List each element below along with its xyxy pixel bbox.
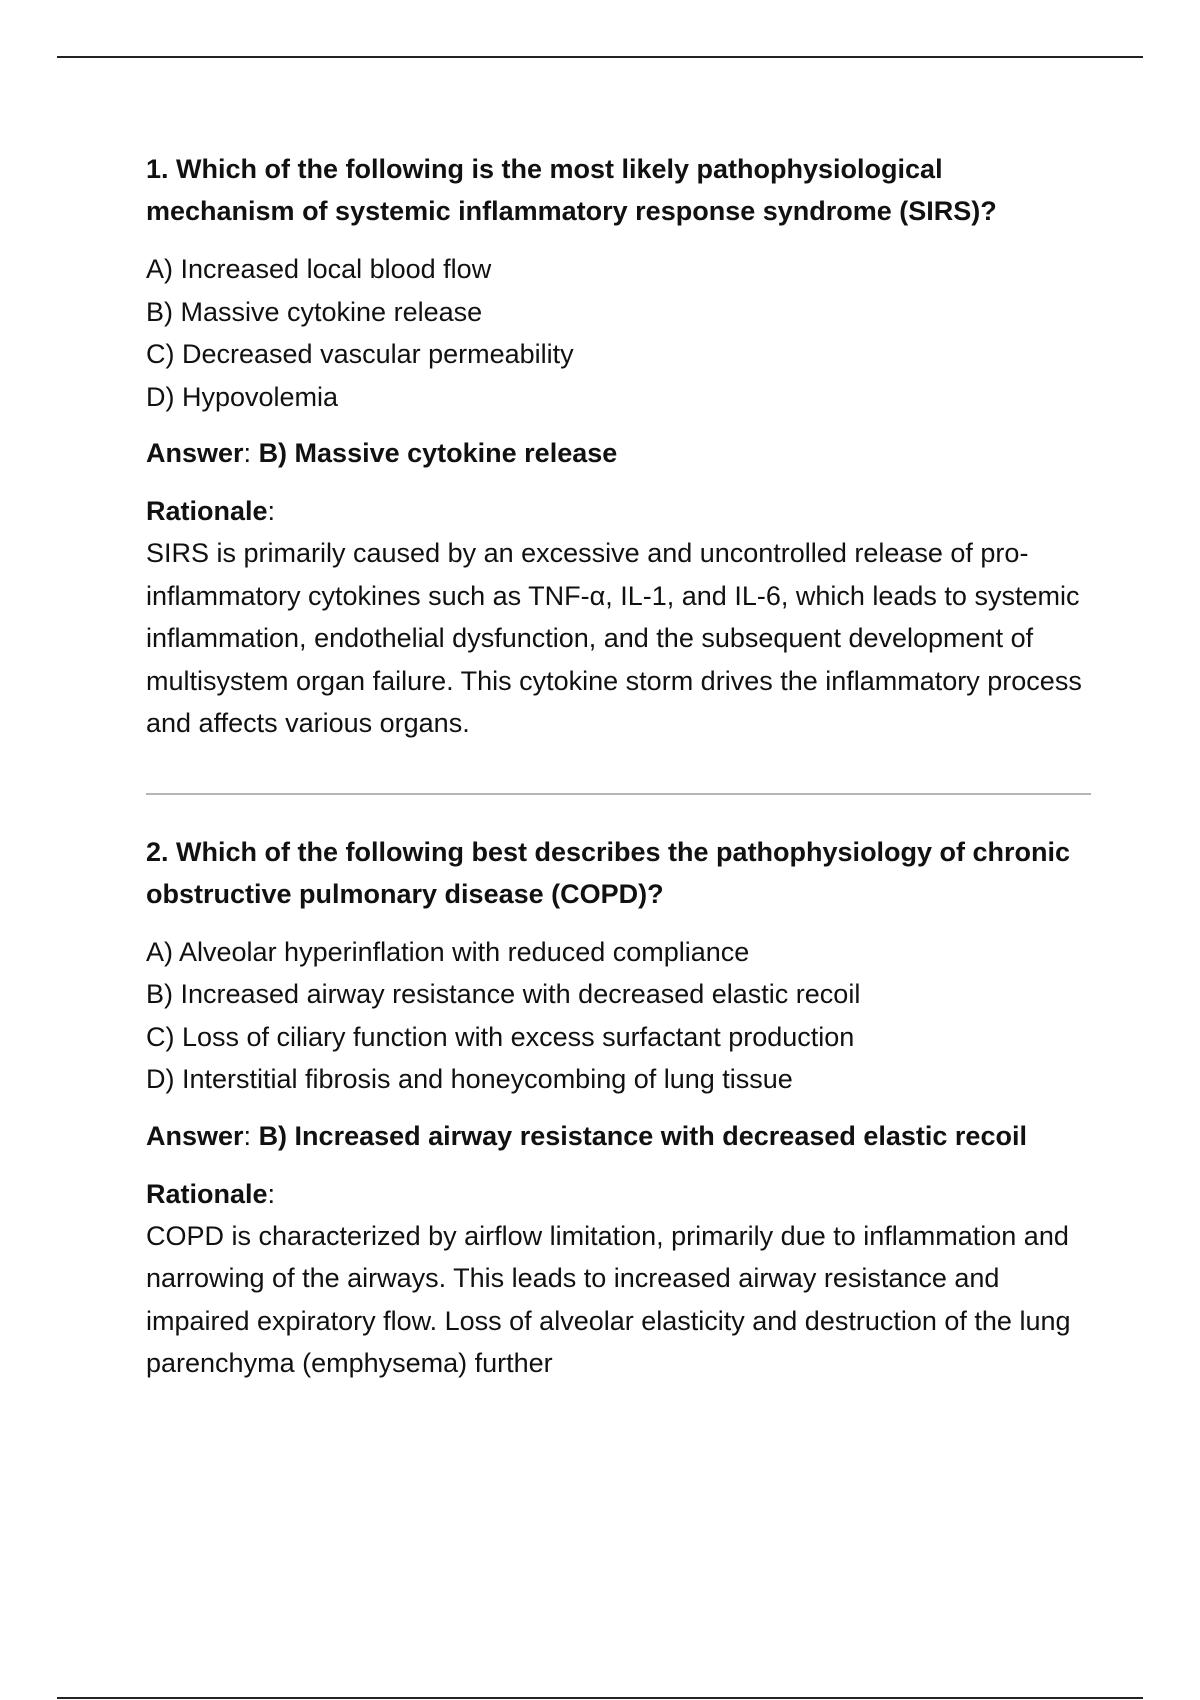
rationale-label: Rationale: [146, 1178, 268, 1209]
answer-value: B) Massive cytokine release: [258, 438, 618, 468]
question-text: 2. Which of the following best describes the pathophysiology of chronic obstructive pulmonary disease (COPD)?: [146, 836, 1071, 909]
option-b: B) Increased airway resistance with decreased elastic recoil: [146, 979, 861, 1009]
option-a: A) Increased local blood flow: [146, 254, 492, 284]
rationale-text: COPD is characterized by airflow limitation, primarily due to inflammation and narrowing of the airways. This leads to increased airway resistance and impaired expiratory flow. Loss of alveolar elasticity and destruction of the lung parenchyma (emphysema) further: [146, 1220, 1071, 1378]
option-d: D) Hypovolemia: [146, 381, 339, 412]
answer-label: Answer: [146, 1120, 244, 1151]
option-b: B) Massive cytokine release: [146, 296, 483, 327]
answer-label: Answer: [146, 438, 244, 468]
page-top-rule: [57, 56, 1143, 58]
question-block-2: [146, 831, 1091, 1385]
option-d: D) Interstitial fibrosis and honeycombing of lung tissue: [146, 1064, 793, 1094]
options-list: [146, 931, 1091, 1101]
rationale-heading: Rationale:: [146, 496, 276, 526]
rationale-text: SIRS is primarily caused by an excessive and uncontrolled release of pro-inflammatory cytokines such as TNF-α, IL-1, and IL-6, which leads to systemic inflammation, endothelial dysfunction, and the subsequent development of multisystem organ failure. This cytokine storm drives the inflammatory process and affects various organs.: [146, 538, 1082, 738]
page-bottom-rule: [57, 1697, 1143, 1699]
document-content: [146, 148, 1091, 1385]
option-c: C) Decreased vascular permeability: [146, 339, 574, 369]
answer-value: B) Increased airway resistance with decreased elastic recoil: [258, 1120, 1027, 1151]
question-text: 1. Which of the following is the most likely pathophysiological mechanism of systemic inflammatory response syndrome (SIRS)?: [146, 154, 997, 226]
option-a: A) Alveolar hyperinflation with reduced compliance: [146, 936, 750, 967]
answer-line: Answer: B) Massive cytokine release: [146, 438, 618, 468]
options-list: [146, 248, 1091, 418]
question-block-1: [146, 148, 1091, 745]
section-divider: [146, 793, 1091, 795]
answer-line: Answer: B) Increased airway resistance with decreased elastic recoil: [146, 1120, 1027, 1151]
rationale-heading: Rationale:: [146, 1178, 276, 1209]
option-c: C) Loss of ciliary function with excess surfactant production: [146, 1021, 855, 1052]
rationale-label: Rationale: [146, 496, 268, 526]
